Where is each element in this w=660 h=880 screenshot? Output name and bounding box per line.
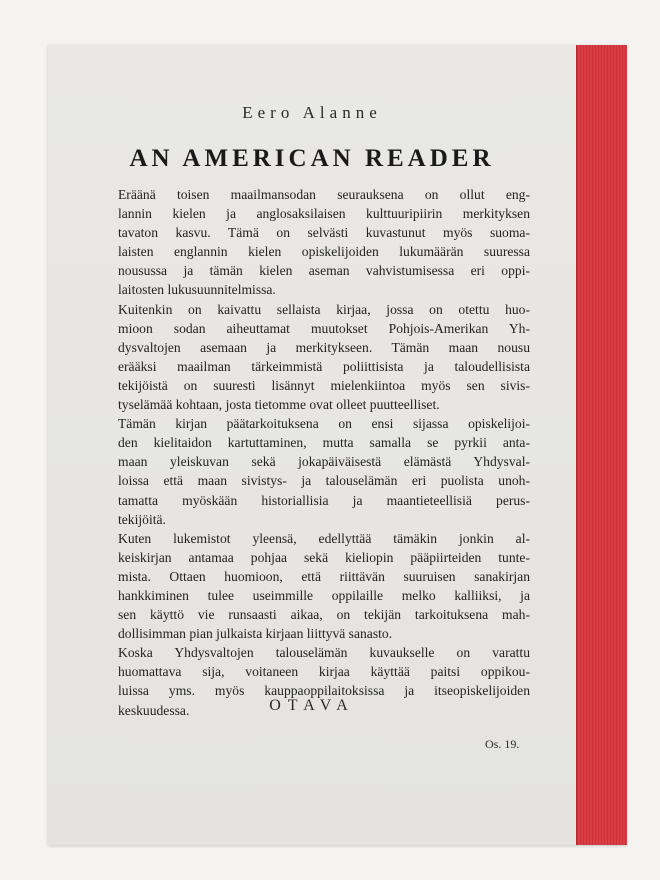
blurb-line: Tämän kirjan päätarkoituksena on ensi sijassa opiskelijoi- xyxy=(118,416,530,432)
blurb-line: tekijöitä. xyxy=(118,511,166,527)
blurb-line: den kielitaidon kartuttaminen, mutta samalla se pyrkii anta- xyxy=(118,435,530,451)
blurb-line: dysvaltojen asemaan ja merkitykseen. Tämän maan nousu xyxy=(118,339,530,355)
book-spine xyxy=(576,45,627,845)
blurb-line: Koska Yhdysvaltojen talouselämän kuvaukselle on varattu xyxy=(118,645,530,661)
blurb-line: laitosten lukusuunnitelmissa. xyxy=(118,282,276,298)
blurb-line: keskuudessa. xyxy=(118,702,190,718)
blurb-line: tamatta myöskään historiallisia ja maantieteellisiä perus- xyxy=(118,492,530,508)
blurb-line: dollisimman pian julkaista kirjaan liittyvä sanasto. xyxy=(118,626,393,642)
blurb-line: tyselämää kohtaan, josta tietomme ovat olleet puutteelliset. xyxy=(118,397,440,413)
blurb-line: mista. Ottaen huomioon, että riittävän suuruisen sanakirjan xyxy=(118,568,530,584)
blurb-line: Eräänä toisen maailmansodan seurauksena on ollut eng- xyxy=(118,187,530,202)
blurb-line: Kuitenkin on kaivattu sellaista kirjaa, jossa on otettu huo- xyxy=(118,301,530,317)
blurb-line: nousussa ja tämän kielen aseman vahvistumisessa eri oppi- xyxy=(118,263,530,279)
blurb-text xyxy=(118,185,530,720)
blurb-line: hankkiminen tulee useimmille oppilaille melko kalliiksi, ja xyxy=(118,587,530,603)
blurb-line: tekijöistä on suuresti lisännyt mielenkiintoa myös sen sivis- xyxy=(118,377,530,393)
blurb-line: erääksi maailman tärkeimmistä poliittisista ja taloudellisista xyxy=(118,358,530,374)
blurb-line: Kuten lukemistot yleensä, edellyttää tämäkin jonkin al- xyxy=(118,530,530,546)
blurb-line: huomattava sija, voitaneen kirjaa käyttää paitsi oppikou- xyxy=(118,664,530,680)
book-back-cover xyxy=(48,45,626,845)
blurb-line: sen käyttö vie runsaasti aikaa, on tekijän tarkoituksena mah- xyxy=(118,607,530,623)
author-name: Eero Alanne xyxy=(242,103,382,122)
blurb-line: keiskirjan antamaa pohjaa sekä kieliopin pääpiirteiden tunte- xyxy=(118,549,530,565)
blurb-line: maan yleiskuvan sekä jokapäiväisestä elämästä Yhdysval- xyxy=(118,454,530,470)
blurb-line: loissa että maan sivistys- ja talouselämän eri puolista unoh- xyxy=(118,473,530,489)
blurb-line: lannin kielen ja anglosaksilaisen kulttuuripiirin merkityksen xyxy=(118,206,530,222)
blurb-line: laisten englannin kielen opiskelijoiden lukumäärän suuressa xyxy=(118,244,530,260)
publisher-code: Os. 19. xyxy=(485,737,520,751)
book-title: AN AMERICAN READER xyxy=(129,145,495,172)
publisher-name: OTAVA xyxy=(269,697,355,714)
blurb-line: mioon sodan aiheuttamat muutokset Pohjois-Amerikan Yh- xyxy=(118,320,530,336)
blurb-line: luissa yms. myös kauppaoppilaitoksissa ja itseopiskelijoiden xyxy=(118,683,530,699)
cover-panel xyxy=(48,45,576,845)
blurb-line: tavaton kasvu. Tämä on selvästi kuvastunut myös suoma- xyxy=(118,225,530,241)
